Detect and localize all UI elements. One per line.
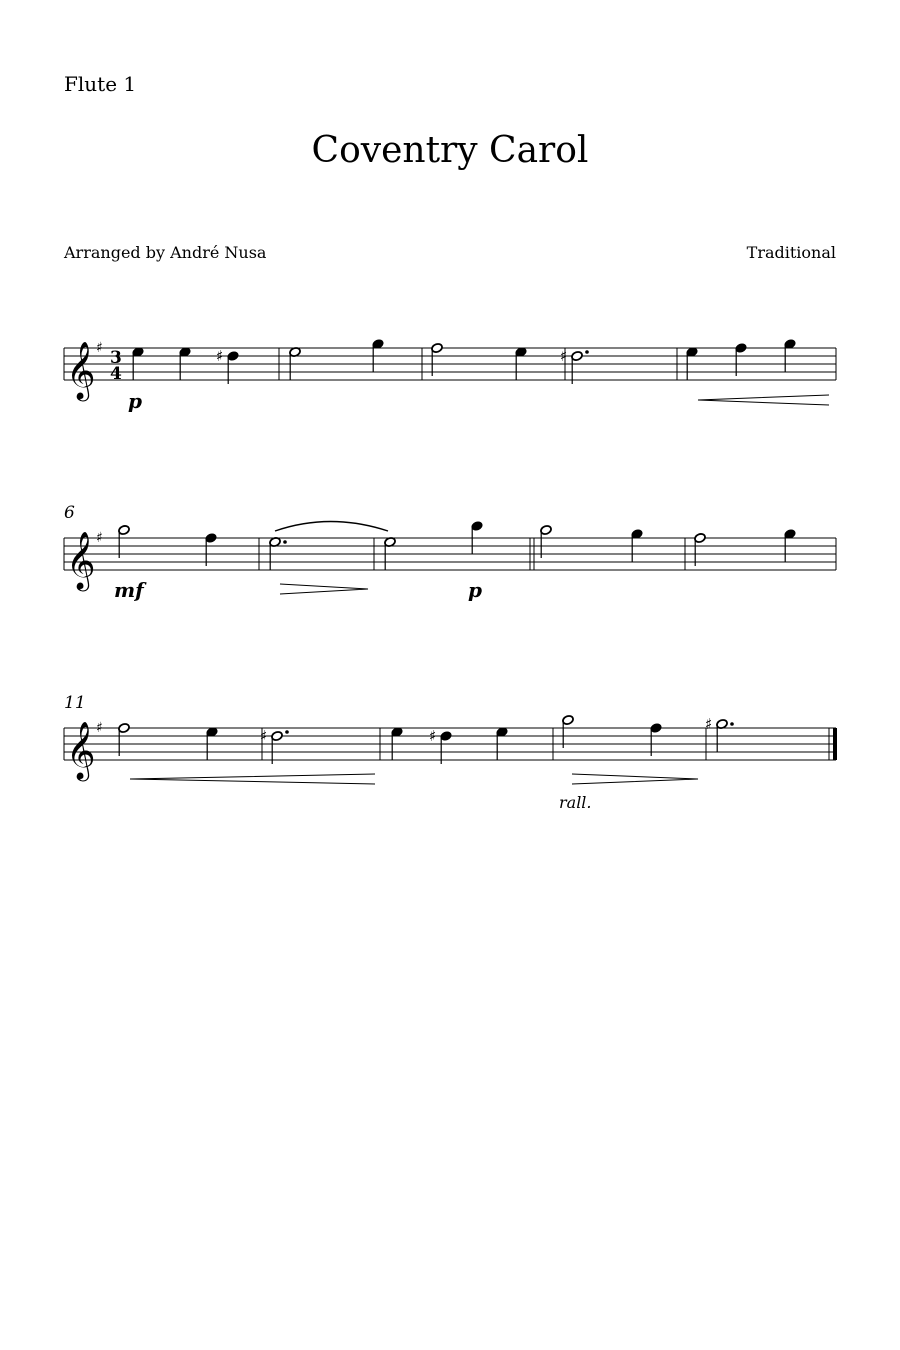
final-barline-thick: [833, 728, 837, 760]
staff-system: [64, 339, 836, 402]
note: [471, 521, 483, 554]
crescendo-hairpin: [130, 774, 375, 784]
key-signature-sharp-icon: ♯: [96, 340, 103, 356]
piece-title: Coventry Carol: [311, 130, 589, 171]
augmentation-dot: [585, 350, 589, 354]
key-signature-sharp-icon: ♯: [96, 530, 103, 546]
note: [686, 347, 698, 380]
augmentation-dot: [283, 540, 287, 544]
crescendo-hairpin: [698, 395, 829, 405]
note: [216, 347, 239, 384]
tie-curve: [275, 522, 388, 532]
note: [431, 343, 443, 376]
note: [784, 529, 796, 562]
dynamic-marking: p: [128, 389, 142, 413]
note: [260, 727, 289, 764]
note: [496, 727, 508, 760]
note: [384, 537, 396, 570]
treble-clef-icon: 𝄞: [66, 341, 96, 399]
note: [735, 343, 747, 376]
sharp-accidental-icon: ♯: [560, 347, 568, 365]
key-signature-sharp-icon: ♯: [96, 720, 103, 736]
note: [694, 533, 706, 566]
note: [429, 727, 452, 764]
sharp-accidental-icon: ♯: [429, 727, 437, 745]
dynamic-marking: p: [468, 578, 482, 602]
treble-clef-icon: 𝄞: [66, 721, 96, 779]
time-signature-denominator: 4: [110, 364, 122, 384]
note: [560, 347, 589, 384]
staff-system: [64, 693, 837, 782]
note: [179, 347, 191, 380]
note: [205, 533, 217, 566]
note: [515, 347, 527, 380]
tempo-mark-rall: rall.: [559, 793, 592, 812]
note: [540, 525, 552, 558]
note: [132, 347, 144, 380]
measure-number: 6: [64, 503, 75, 523]
decrescendo-hairpin: [280, 584, 368, 594]
part-name: Flute 1: [64, 72, 137, 96]
staff-system: [64, 503, 836, 592]
note: [631, 529, 643, 562]
sharp-accidental-icon: ♯: [705, 715, 713, 733]
composer-credit: Traditional: [746, 243, 836, 262]
arranger-credit: Arranged by André Nusa: [64, 243, 267, 262]
note: [118, 723, 130, 756]
time-signature-numerator: 3: [110, 348, 122, 368]
sharp-accidental-icon: ♯: [216, 347, 224, 365]
note: [206, 727, 218, 760]
note: [650, 723, 662, 756]
note: [562, 715, 574, 748]
note: [784, 339, 796, 372]
note: [269, 537, 287, 570]
augmentation-dot: [285, 730, 289, 734]
decrescendo-hairpin: [572, 774, 698, 784]
sharp-accidental-icon: ♯: [260, 727, 268, 745]
note: [118, 525, 130, 558]
note: [705, 715, 734, 752]
note: [391, 727, 403, 760]
measure-number: 11: [64, 693, 86, 713]
treble-clef-icon: 𝄞: [66, 531, 96, 589]
augmentation-dot: [730, 722, 734, 726]
note: [289, 347, 301, 380]
dynamic-marking: mf: [114, 578, 144, 602]
note: [372, 339, 384, 372]
